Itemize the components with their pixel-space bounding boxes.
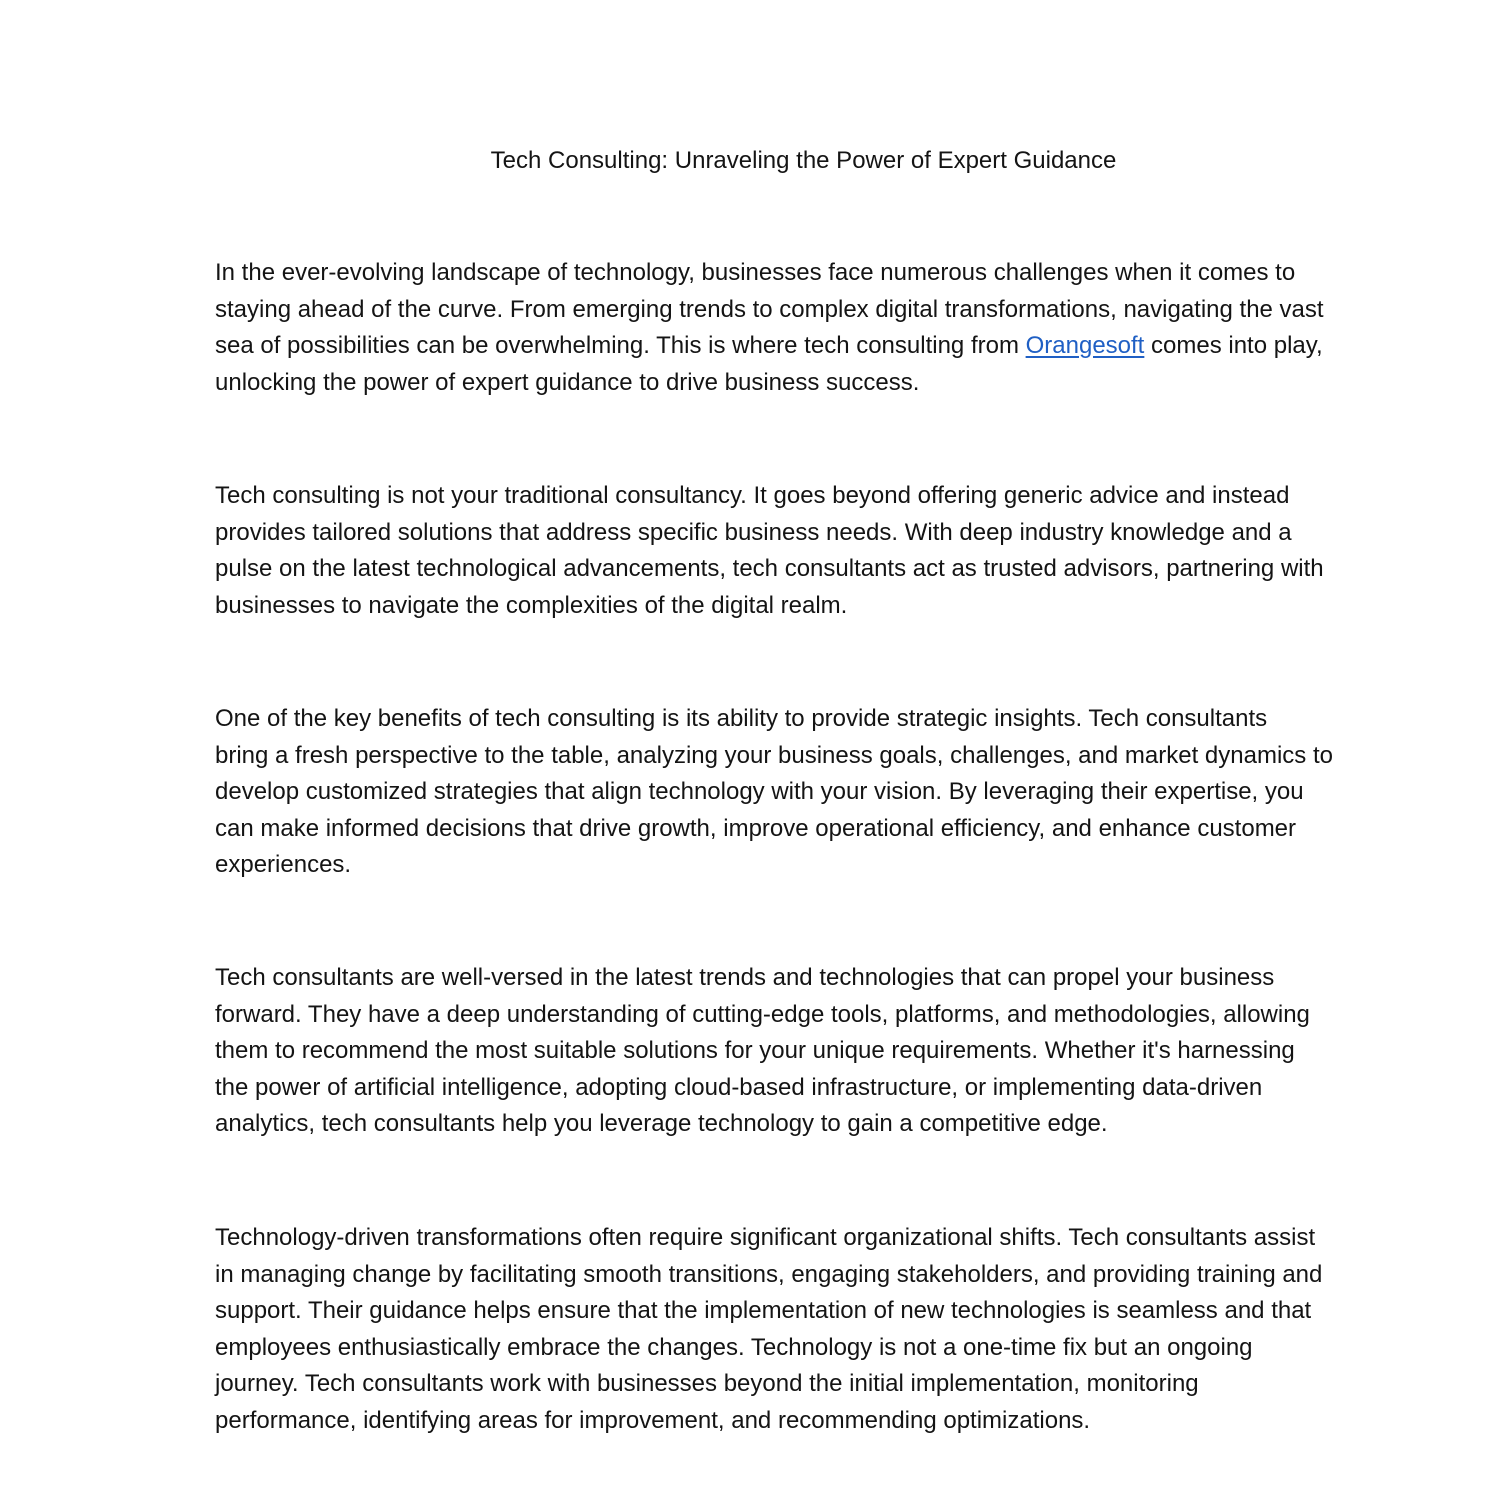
paragraph-line: journey. Tech consultants work with businesses beyond the initial implementation, monitoring xyxy=(215,1370,1199,1398)
paragraph-line: in managing change by facilitating smooth transitions, engaging stakeholders, and providing training and xyxy=(215,1260,1323,1288)
document-title: Tech Consulting: Unraveling the Power of Expert Guidance xyxy=(490,147,1117,174)
paragraph-line: performance, identifying areas for improvement, and recommending optimizations. xyxy=(215,1406,1091,1434)
paragraph-line: develop customized strategies that align technology with your vision. By leveraging their expertise, you xyxy=(215,778,1304,806)
paragraph-line: bring a fresh perspective to the table, analyzing your business goals, challenges, and market dynamics to xyxy=(215,741,1333,769)
paragraph-text: comes into play, xyxy=(1144,332,1323,360)
paragraph-3 xyxy=(215,701,1400,884)
paragraph-line: Technology-driven transformations often require significant organizational shifts. Tech consultants assist xyxy=(215,1224,1316,1251)
paragraph-line: employees enthusiastically embrace the changes. Technology is not a one-time fix but an ongoing xyxy=(215,1333,1253,1361)
paragraph-line: staying ahead of the curve. From emerging trends to complex digital transformations, navigating the vast xyxy=(215,295,1324,323)
paragraph-line: In the ever-evolving landscape of technology, businesses face numerous challenges when it comes to xyxy=(215,259,1296,286)
paragraph-4 xyxy=(215,960,1400,1143)
paragraph-line: them to recommend the most suitable solutions for your unique requirements. Whether it's harnessing xyxy=(215,1037,1295,1065)
paragraph-1 xyxy=(215,255,1400,401)
paragraph-5 xyxy=(215,1220,1400,1440)
paragraph-line: support. Their guidance helps ensure that the implementation of new technologies is seamless and that xyxy=(215,1297,1312,1325)
paragraph-line: analytics, tech consultants help you leverage technology to gain a competitive edge. xyxy=(215,1110,1108,1138)
paragraph-line: One of the key benefits of tech consulting is its ability to provide strategic insights. Tech consultants xyxy=(215,705,1268,732)
paragraph-line: the power of artificial intelligence, adopting cloud-based infrastructure, or implementing data-driven xyxy=(215,1073,1263,1101)
paragraph-line: Tech consultants are well-versed in the latest trends and technologies that can propel your business xyxy=(215,964,1275,991)
paragraph-line: provides tailored solutions that address specific business needs. With deep industry knowledge and a xyxy=(215,518,1292,546)
paragraph-line: forward. They have a deep understanding of cutting-edge tools, platforms, and methodologies, allowing xyxy=(215,1000,1310,1028)
orangesoft-link[interactable]: Orangesoft xyxy=(1025,332,1145,360)
paragraph-line: can make informed decisions that drive growth, improve operational efficiency, and enhance customer xyxy=(215,814,1297,842)
paragraph-line: Tech consulting is not your traditional consultancy. It goes beyond offering generic advice and instead xyxy=(215,482,1290,509)
paragraph-line: pulse on the latest technological advancements, tech consultants act as trusted advisors, partnering with xyxy=(215,555,1324,583)
paragraph-text: sea of possibilities can be overwhelming. This is where tech consulting from xyxy=(215,332,1026,360)
paragraph-line: unlocking the power of expert guidance to drive business success. xyxy=(215,368,920,396)
paragraph-line: businesses to navigate the complexities of the digital realm. xyxy=(215,591,848,619)
paragraph-line-with-link xyxy=(215,328,1400,365)
paragraph-2 xyxy=(215,478,1400,624)
paragraph-line: experiences. xyxy=(215,851,352,879)
